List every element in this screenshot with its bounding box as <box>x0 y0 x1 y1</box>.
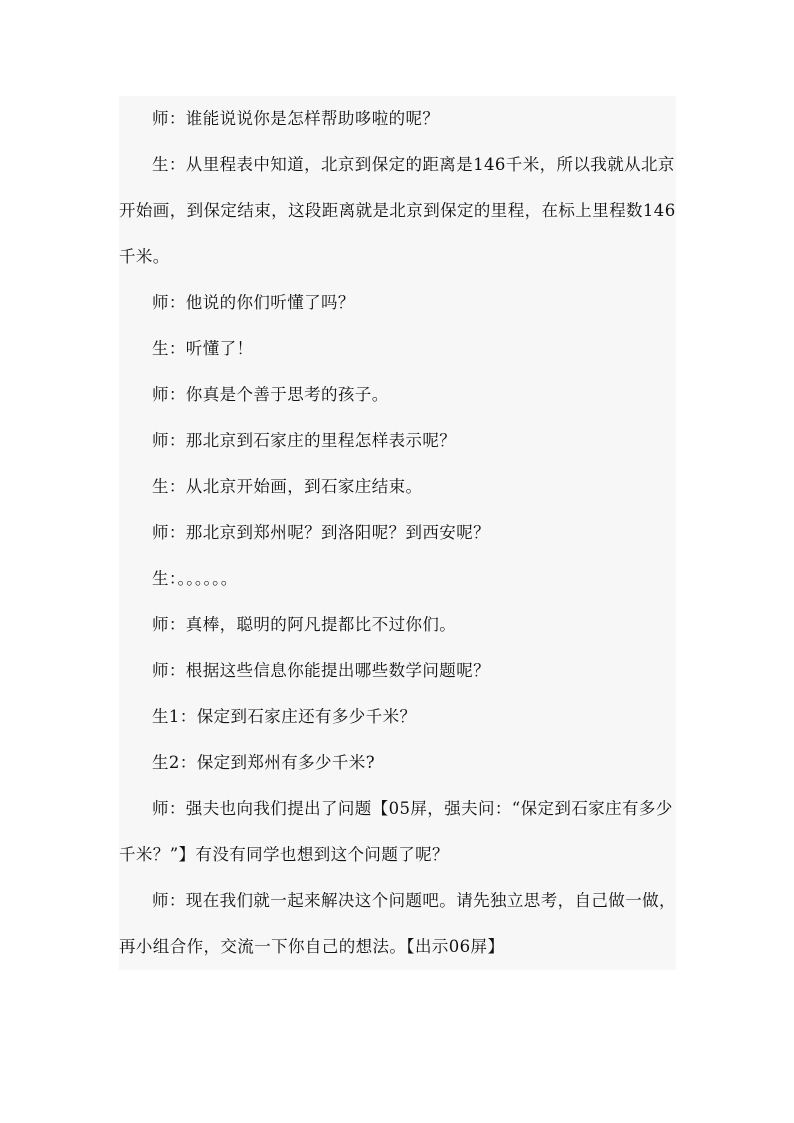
dialogue-line: 师：强夫也向我们提出了问题【05屏，强夫问：“保定到石家庄有多少千米？”】有没有同学也想到这个问题了呢？ <box>119 799 673 864</box>
dialogue-line: 师：你真是个善于思考的孩子。 <box>152 385 389 404</box>
dialogue-line: 师：那北京到郑州呢？到洛阳呢？到西安呢？ <box>152 523 490 542</box>
document-body <box>119 96 676 970</box>
dialogue-line: 生：。。。。。。 <box>152 569 238 588</box>
dialogue-line: 师：他说的你们听懂了吗？ <box>152 293 355 312</box>
dialogue-line: 师：根据这些信息你能提出哪些数学问题呢？ <box>152 661 490 680</box>
dialogue-line: 师：那北京到石家庄的里程怎样表示呢？ <box>152 431 457 450</box>
dialogue-line: 生：听懂了！ <box>152 339 254 358</box>
dialogue-line: 生2：保定到郑州有多少千米? <box>152 753 375 772</box>
dialogue-line: 生1：保定到石家庄还有多少千米？ <box>152 707 417 726</box>
dialogue-line: 师：真棒，聪明的阿凡提都比不过你们。 <box>152 615 457 634</box>
dialogue-line: 师：谁能说说你是怎样帮助哆啦的呢？ <box>152 109 440 128</box>
dialogue-line: 生：从北京开始画，到石家庄结束。 <box>152 477 423 496</box>
dialogue-line: 师：现在我们就一起来解决这个问题吧。请先独立思考，自己做一做，再小组合作，交流一下你自己的想法。【出示06屏】 <box>119 891 676 956</box>
dialogue-line: 生：从里程表中知道，北京到保定的距离是146千米，所以我就从北京开始画，到保定结束，这段距离就是北京到保定的里程，在标上里程数146千米。 <box>119 155 676 266</box>
